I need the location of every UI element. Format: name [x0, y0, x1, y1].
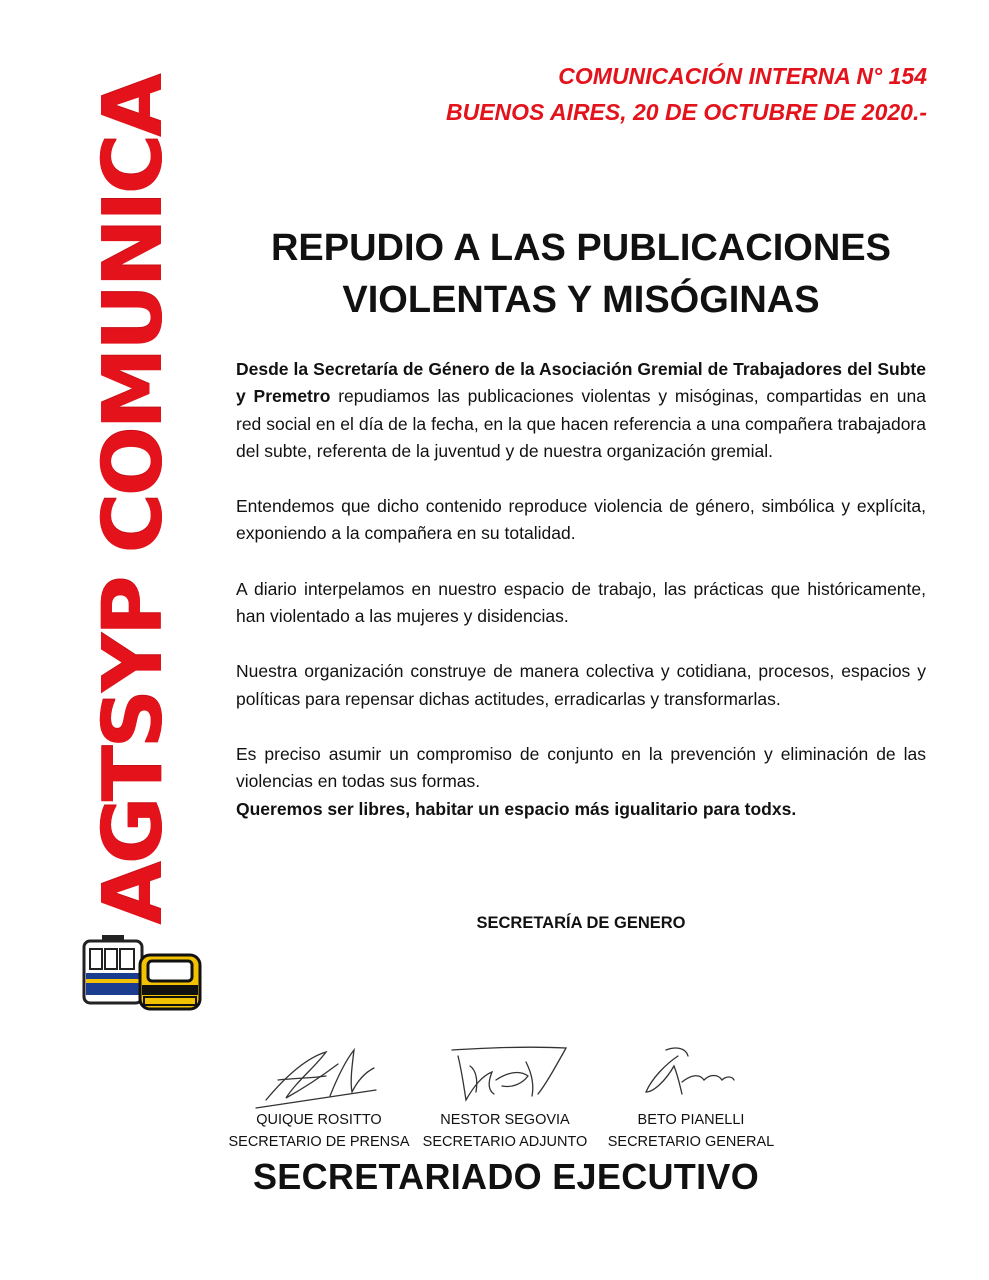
signature-segovia: [452, 1047, 566, 1100]
paragraph-1-lead: Desde la Secretaría de Género de la Asociación Gremial de Trabajadores del Subte y Premetro: [236, 359, 926, 407]
signatory-role: SECRETARIO GENERAL: [607, 1134, 775, 1150]
closing-statement: Queremos ser libres, habitar un espacio más igualitario para todxs.: [236, 798, 797, 819]
paragraph-4: Nuestra organización construye de manera colectiva y cotidiana, procesos, espacios y políticas para repensar dichas actitudes, erradicarlas y transformarlas.: [236, 661, 926, 709]
paragraph-5: Es preciso asumir un compromiso de conjunto en la prevención y eliminación de las violencias en todas sus formas.: [236, 743, 926, 792]
signoff: SECRETARÍA DE GENERO: [476, 914, 686, 932]
signatory-name: NESTOR SEGOVIA: [440, 1112, 570, 1128]
paragraph-2: Entendemos que dicho contenido reproduce violencia de género, simbólica y explícita, exponiendo a la compañera en su totalidad.: [236, 496, 926, 544]
signature-pianelli: [646, 1048, 734, 1094]
handwritten-signatures: [226, 1036, 786, 1116]
document-header: [446, 58, 927, 130]
paragraph-1-text: repudiamos las publicaciones violentas y misóginas, compartidas en una red social en el día de la fecha, en la que hacen referencia a una compañera trabajadora del subte, referenta de la juventud y de nuestra organización gremial.: [236, 386, 926, 461]
paragraph-1: [236, 356, 926, 465]
title-line-1: REPUDIO A LAS PUBLICACIONES: [270, 227, 891, 269]
signature-rositto: [256, 1050, 376, 1108]
agtsyp-comunica-logo: AGTSYP COMUNICA: [86, 76, 181, 925]
signatory-1: [226, 1109, 412, 1153]
signatory-role: SECRETARIO ADJUNTO: [422, 1134, 588, 1150]
signatory-2: [412, 1109, 598, 1153]
paragraph-3: A diario interpelamos en nuestro espacio de trabajo, las prácticas que históricamente, han violentado a las mujeres y disidencias.: [236, 578, 926, 627]
page-title: [236, 222, 926, 326]
signatory-name: BETO PIANELLI: [637, 1112, 745, 1128]
subway-trains-icon: [82, 935, 204, 1011]
signatories: [226, 1109, 786, 1153]
document-body: [236, 356, 926, 823]
signatory-role: SECRETARIO DE PRENSA: [228, 1134, 410, 1150]
signatory-name: QUIQUE ROSITTO: [256, 1112, 382, 1128]
title-line-2: VIOLENTAS Y MISÓGINAS: [342, 279, 820, 321]
footer-title: SECRETARIADO EJECUTIVO: [253, 1156, 759, 1197]
communication-number: COMUNICACIÓN INTERNA N° 154: [558, 63, 927, 89]
signatory-3: [598, 1109, 784, 1153]
place-date: BUENOS AIRES, 20 DE OCTUBRE DE 2020.-: [446, 99, 927, 125]
